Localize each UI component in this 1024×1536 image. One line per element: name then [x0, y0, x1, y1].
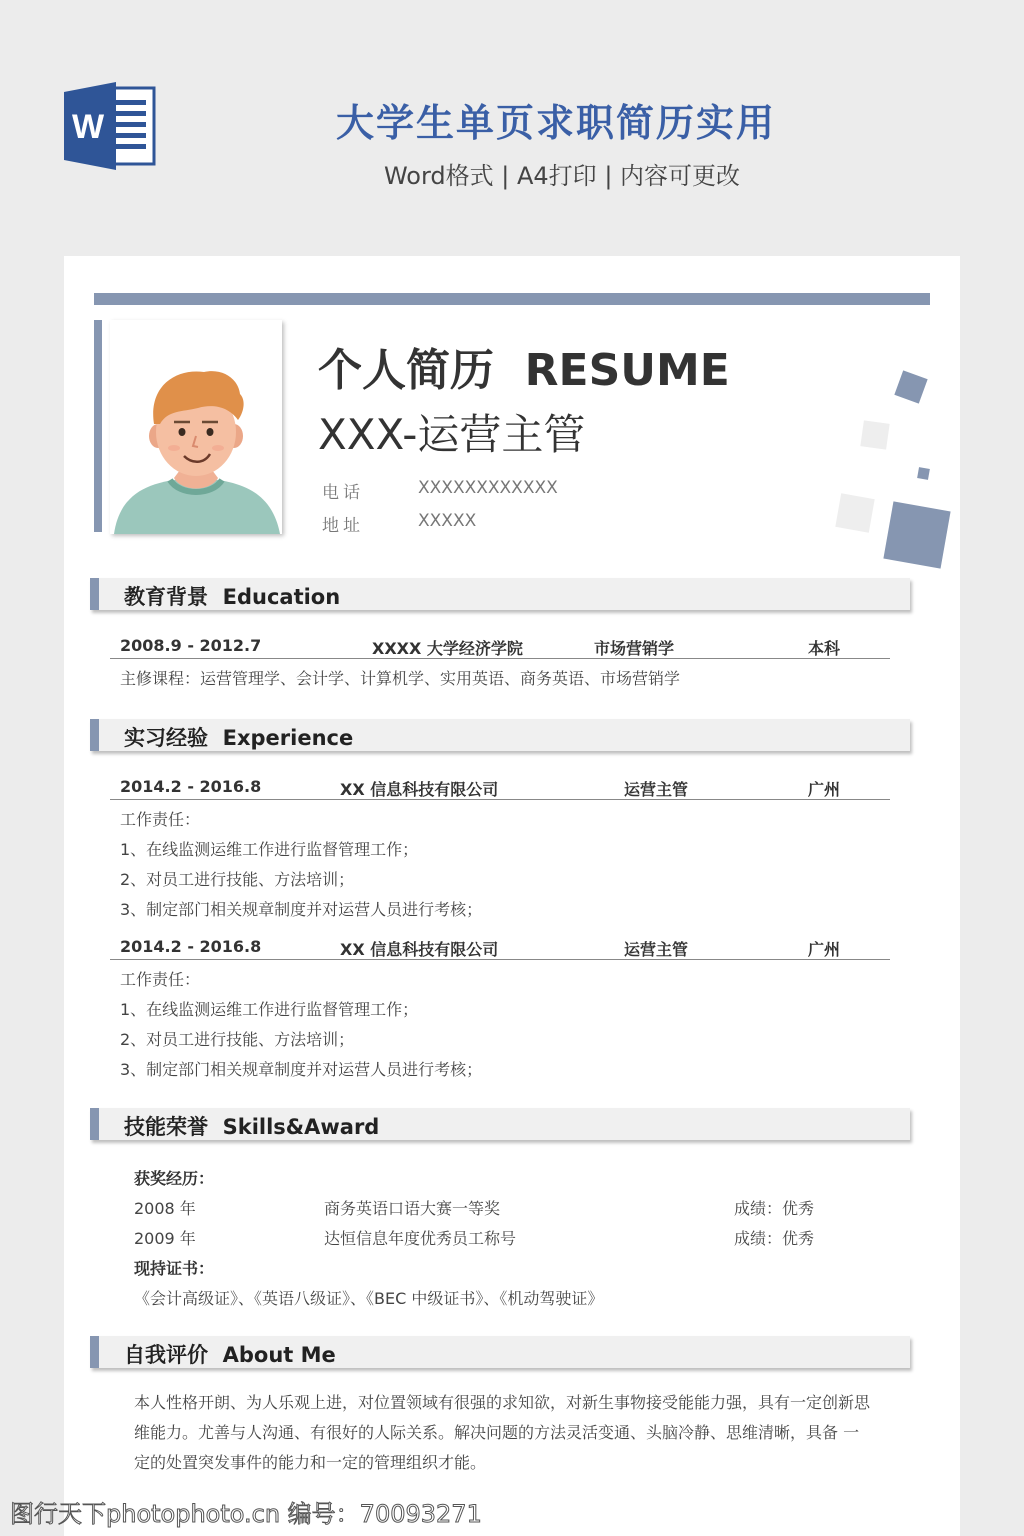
duty-item: 1、在线监测运维工作进行监督管理工作；: [120, 1000, 419, 1019]
section-skills-title: 技能荣誉 Skills&Award: [124, 1115, 380, 1139]
section-education-title: 教育背景 Education: [124, 585, 341, 609]
about-text: 本人性格开朗、为人乐观上进，对位置领域有很强的求知欲，对新生事物接受能能力强，具有一定创新思维能力。尤善与人沟通、有很好的人际关系。解决问题的方法灵活变通、头脑冷静、思维清晰，具备 一定的处置突发事件的能力和一定的管理组织才能。: [134, 1393, 871, 1472]
experience-period: 2014.2 - 2016.8: [120, 777, 262, 796]
section-experience-title: 实习经验 Experience: [124, 726, 354, 750]
word-icon-letter: W: [71, 108, 105, 146]
address-label: 地址: [322, 516, 364, 536]
deco-square: [894, 370, 927, 403]
banner-title: 大学生单页求职简历实用: [335, 101, 776, 145]
certs-list: 《会计高级证》、《英语八级证》、《BEC 中级证书》、《机动驾驶证》: [134, 1289, 604, 1308]
award-result: 成绩：优秀: [734, 1229, 815, 1248]
education-school: XXXX 大学经济学院: [372, 639, 523, 658]
resume-title: 个人简历 RESUME: [318, 345, 730, 396]
section-about: [90, 1336, 910, 1368]
divider: [110, 799, 890, 800]
avatar: [110, 320, 282, 534]
job-title: XXX-运营主管: [318, 410, 586, 459]
divider: [110, 658, 890, 659]
duty-item: 3、制定部门相关规章制度并对运营人员进行考核；: [120, 900, 483, 919]
experience-city: 广州: [808, 780, 841, 799]
education-period: 2008.9 - 2012.7: [120, 636, 262, 655]
duty-title: 工作责任：: [120, 970, 201, 989]
section-about-title: 自我评价 About Me: [124, 1343, 336, 1367]
experience-role: 运营主管: [624, 780, 689, 799]
section-education: [90, 578, 910, 610]
duty-item: 2、对员工进行技能、方法培训；: [120, 870, 355, 889]
deco-square: [835, 493, 874, 532]
award-year: 2008 年: [134, 1199, 196, 1218]
resume-page: [64, 256, 960, 1536]
experience-role: 运营主管: [624, 940, 689, 959]
education-degree: 本科: [808, 639, 841, 658]
phone-label: 电话: [322, 483, 364, 503]
phone-value: XXXXXXXXXXXX: [418, 478, 558, 498]
award-name: 商务英语口语大赛一等奖: [324, 1199, 501, 1218]
watermark: 图行天下photophoto.cn 编号：70093271: [10, 1500, 482, 1528]
award-year: 2009 年: [134, 1229, 196, 1248]
deco-square: [917, 467, 930, 480]
divider: [110, 959, 890, 960]
experience-period: 2014.2 - 2016.8: [120, 937, 262, 956]
experience-company: XX 信息科技有限公司: [340, 940, 499, 959]
banner-subtitle: Word格式 | A4打印 | 内容可更改: [383, 162, 741, 190]
section-skills: [90, 1108, 910, 1140]
address-value: XXXXX: [418, 511, 477, 531]
award-name: 达恒信息年度优秀员工称号: [324, 1229, 517, 1248]
section-experience: [90, 719, 910, 751]
duty-item: 3、制定部门相关规章制度并对运营人员进行考核；: [120, 1060, 483, 1079]
experience-city: 广州: [808, 940, 841, 959]
duty-item: 2、对员工进行技能、方法培训；: [120, 1030, 355, 1049]
awards-title: 获奖经历：: [134, 1169, 215, 1188]
education-major: 市场营销学: [594, 639, 675, 658]
top-accent-bar: [94, 293, 930, 305]
deco-square: [883, 501, 950, 568]
deco-square: [860, 420, 889, 449]
duty-item: 1、在线监测运维工作进行监督管理工作；: [120, 840, 419, 859]
photo-accent-bar: [94, 320, 102, 532]
duty-title: 工作责任：: [120, 810, 201, 829]
experience-company: XX 信息科技有限公司: [340, 780, 499, 799]
certs-title: 现持证书：: [134, 1259, 215, 1278]
award-result: 成绩：优秀: [734, 1199, 815, 1218]
education-courses: 主修课程：运营管理学、会计学、计算机学、实用英语、商务英语、市场营销学: [120, 669, 681, 688]
